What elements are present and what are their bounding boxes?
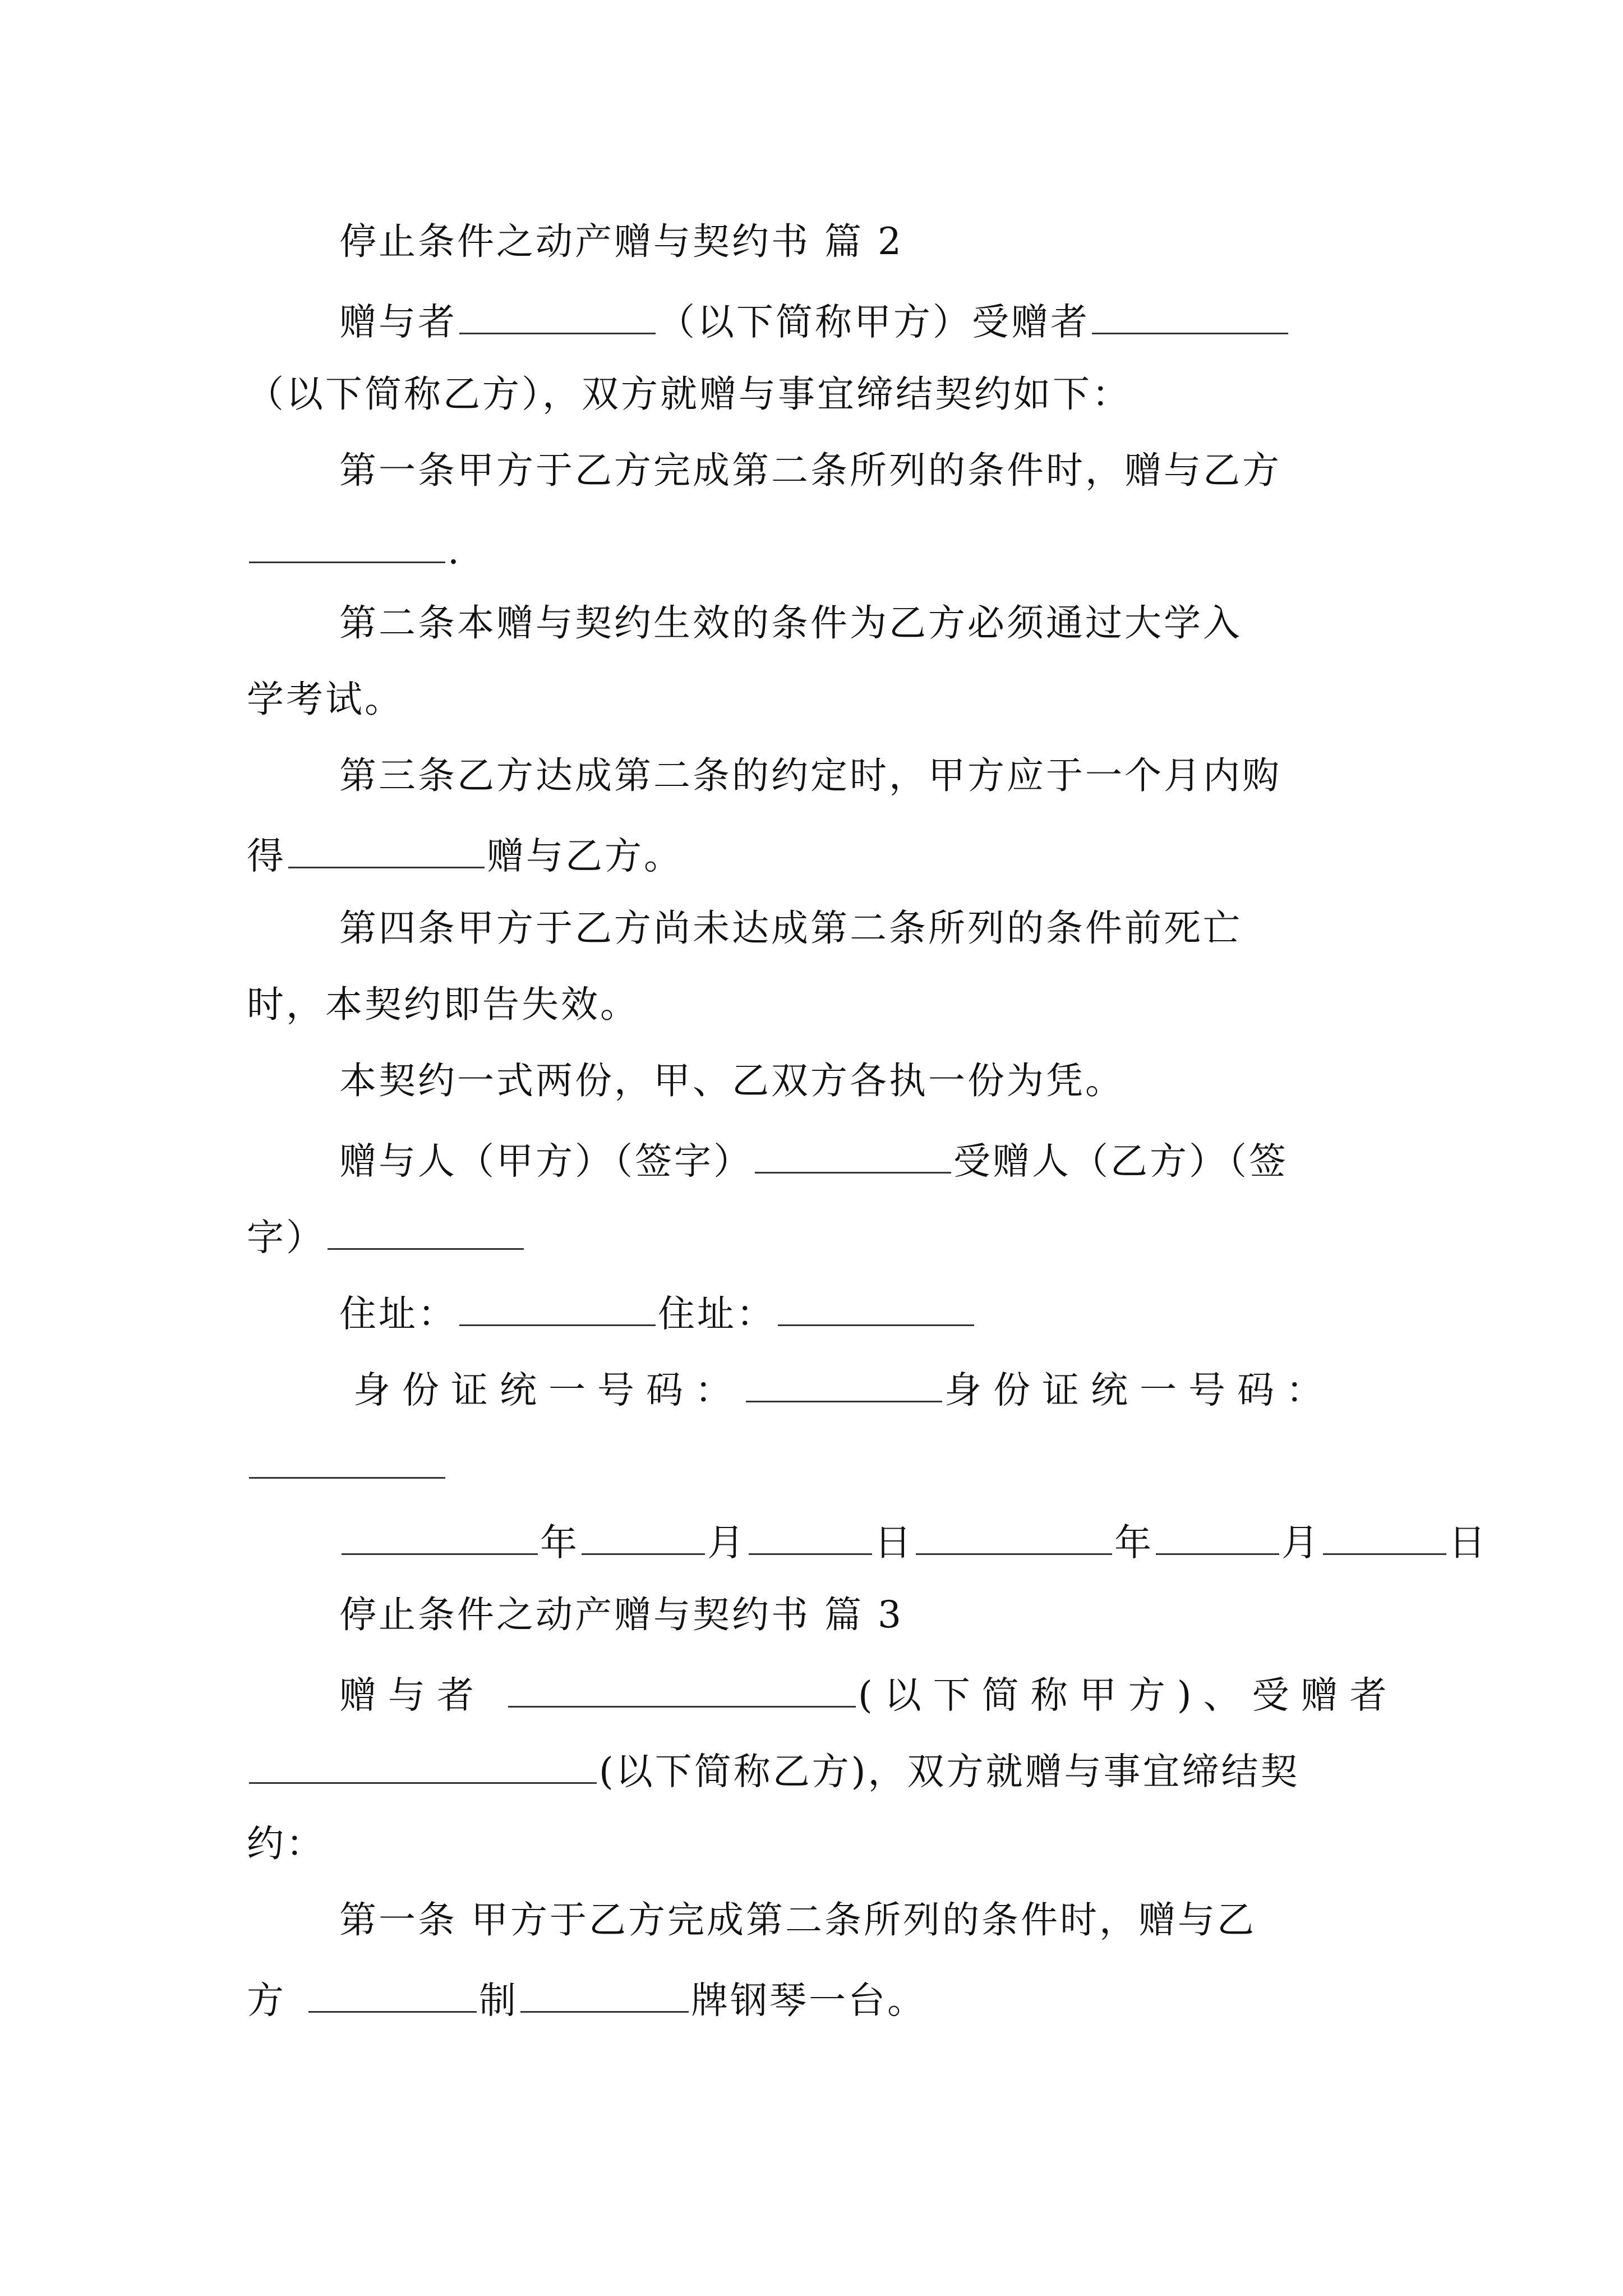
donor-date-year-blank[interactable]	[342, 1520, 538, 1555]
section-2-article-2-line-1: 第二条本赠与契约生效的条件为乙方必须通过大学入	[339, 601, 1242, 645]
section-2-id-line-1: 身份证统一号码： 身份证统一号码：	[353, 1368, 1335, 1412]
gift-item-blank[interactable]	[249, 528, 445, 563]
section-3-parties-line-2: (以下简称乙方)，双方就赠与事宜缔结契	[247, 1749, 1300, 1790]
donee-id-blank[interactable]	[249, 1444, 445, 1479]
section-2-copies-clause: 本契约一式两份，甲、乙双方各执一份为凭。	[339, 1059, 1124, 1102]
donor-id-blank[interactable]	[746, 1368, 942, 1402]
donor-name-blank[interactable]	[459, 300, 656, 334]
section-3-article-1-line-1: 第一条 甲方于乙方完成第二条所列的条件时，赠与乙	[339, 1898, 1256, 1941]
section-3-title: 停止条件之动产赠与契约书 篇 3	[339, 1593, 903, 1636]
section-2-date-line: 年 月 日 年 月 日	[339, 1520, 1488, 1561]
donor-signature-blank[interactable]	[755, 1139, 951, 1174]
section-2-article-1-line-1: 第一条甲方于乙方完成第二条所列的条件时，赠与乙方	[339, 449, 1281, 492]
donee-date-month-blank[interactable]	[1156, 1520, 1279, 1555]
section-2-signature-line-2: 字）	[247, 1215, 526, 1256]
purchase-item-blank[interactable]	[288, 834, 485, 868]
donor-date-month-blank[interactable]	[582, 1520, 705, 1555]
donee-date-day-blank[interactable]	[1323, 1520, 1446, 1555]
donor-date-day-blank[interactable]	[749, 1520, 872, 1555]
section-2-article-3-line-1: 第三条乙方达成第二条的约定时，甲方应于一个月内购	[339, 754, 1281, 797]
section-2-article-1-line-2: .	[247, 528, 462, 569]
section-2-address-line: 住址： 住址：	[339, 1291, 976, 1332]
section-3-parties-line-1: 赠与者 (以下简称甲方)、受赠者	[339, 1673, 1399, 1717]
section-2-article-3-line-2: 得 赠与乙方。	[247, 834, 683, 878]
section-2-article-4-line-2: 时，本契约即告失效。	[247, 983, 639, 1026]
donee-date-year-blank[interactable]	[916, 1520, 1112, 1555]
section-2-article-4-line-1: 第四条甲方于乙方尚未达成第二条所列的条件前死亡	[339, 907, 1242, 950]
piano-brand-blank[interactable]	[520, 1978, 689, 2013]
donee-signature-blank[interactable]	[328, 1215, 524, 1250]
donor-address-blank[interactable]	[459, 1291, 656, 1326]
section-3-parties-line-3: 约：	[247, 1822, 325, 1865]
donee-address-blank[interactable]	[778, 1291, 974, 1326]
section-2-title: 停止条件之动产赠与契约书 篇 2	[339, 220, 903, 263]
section-3-article-1-line-2: 方 制 牌钢琴一台。	[247, 1978, 926, 2022]
donee-name-blank[interactable]	[1092, 300, 1288, 334]
section-2-parties-line-2: （以下简称乙方），双方就赠与事宜缔结契约如下：	[247, 372, 1131, 416]
piano-origin-blank[interactable]	[308, 1978, 477, 2013]
section-3-donor-name-blank[interactable]	[508, 1673, 856, 1708]
section-2-parties-line-1: 赠与者 （以下简称甲方）受赠者	[339, 300, 1290, 341]
section-2-signature-line-1: 赠与人（甲方）（签字） 受赠人（乙方）（签	[339, 1139, 1288, 1183]
section-2-article-2-line-2: 学考试。	[247, 678, 404, 721]
section-3-donee-name-blank[interactable]	[249, 1749, 597, 1784]
section-2-id-line-2	[247, 1444, 448, 1485]
